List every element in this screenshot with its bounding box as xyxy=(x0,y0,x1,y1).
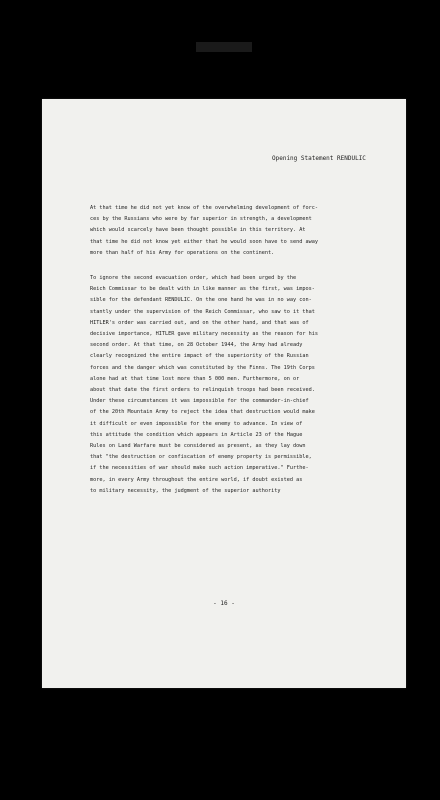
page-header: Opening Statement RENDULIC xyxy=(272,155,366,162)
top-edge-mark xyxy=(196,42,252,52)
text-line: Under these circumstances it was impossible for the commander-in-chief xyxy=(90,398,309,405)
page-number: - 16 - xyxy=(213,600,235,607)
text-line: that time he did not know yet either that he would soon have to send away xyxy=(90,238,318,245)
text-line: second order. At that time, on 28 October 1944, the Army had already xyxy=(90,342,303,349)
text-line: to military necessity, the judgment of the superior authority xyxy=(90,487,281,494)
text-line: more, in every Army throughout the entire world, if doubt existed as xyxy=(90,476,303,483)
text-line: decisive importance, HITLER gave military necessity as the reason for his xyxy=(90,331,318,338)
text-line: about that date the first orders to relinquish troops had been received. xyxy=(90,387,315,394)
paragraph xyxy=(90,273,377,497)
text-line: forces and the danger which was constituted by the Finns. The 19th Corps xyxy=(90,364,315,371)
text-line: Rules on Land Warfare must be considered as present, as they lay down xyxy=(90,443,306,450)
text-line: alone had at that time lost more than 5 000 men. Furthermore, on or xyxy=(90,375,300,382)
text-line: At that time he did not yet know of the overwhelming development of forc- xyxy=(90,205,318,211)
text-line: more than half of his Army for operations on the continent. xyxy=(90,249,275,256)
text-line: that "the destruction or confiscation of enemy property is permissible, xyxy=(90,454,312,461)
text-line: which would scarcely have been thought possible in this territory. At xyxy=(90,227,306,234)
text-line: stantly under the supervision of the Reich Commissar, who saw to it that xyxy=(90,308,315,315)
text-line: clearly recognized the entire impact of the superiority of the Russian xyxy=(90,353,309,360)
text-line: this attitude the condition which appears in Article 23 of the Hague xyxy=(90,431,303,438)
text-line: Reich Commissar to be dealt with in like manner as the first, was impos- xyxy=(90,286,315,293)
text-line: of the 20th Mountain Army to reject the idea that destruction would make xyxy=(90,409,315,416)
text-line: ces by the Russians who were by far superior in strength, a development xyxy=(90,216,312,223)
text-line: if the necessities of war should make such action imperative." Furthe- xyxy=(90,465,309,472)
paragraph xyxy=(90,203,377,259)
text-line: HITLER's order was carried out, and on the other hand, and that was of xyxy=(90,319,309,326)
document-page xyxy=(42,99,406,688)
body-text xyxy=(90,203,377,497)
text-line: To ignore the second evacuation order, which had been urged by the xyxy=(90,275,297,282)
text-line: sible for the defendant RENDULIC. On the one hand he was in no way con- xyxy=(90,297,312,304)
text-line: it difficult or even impossible for the enemy to advance. In view of xyxy=(90,420,303,427)
